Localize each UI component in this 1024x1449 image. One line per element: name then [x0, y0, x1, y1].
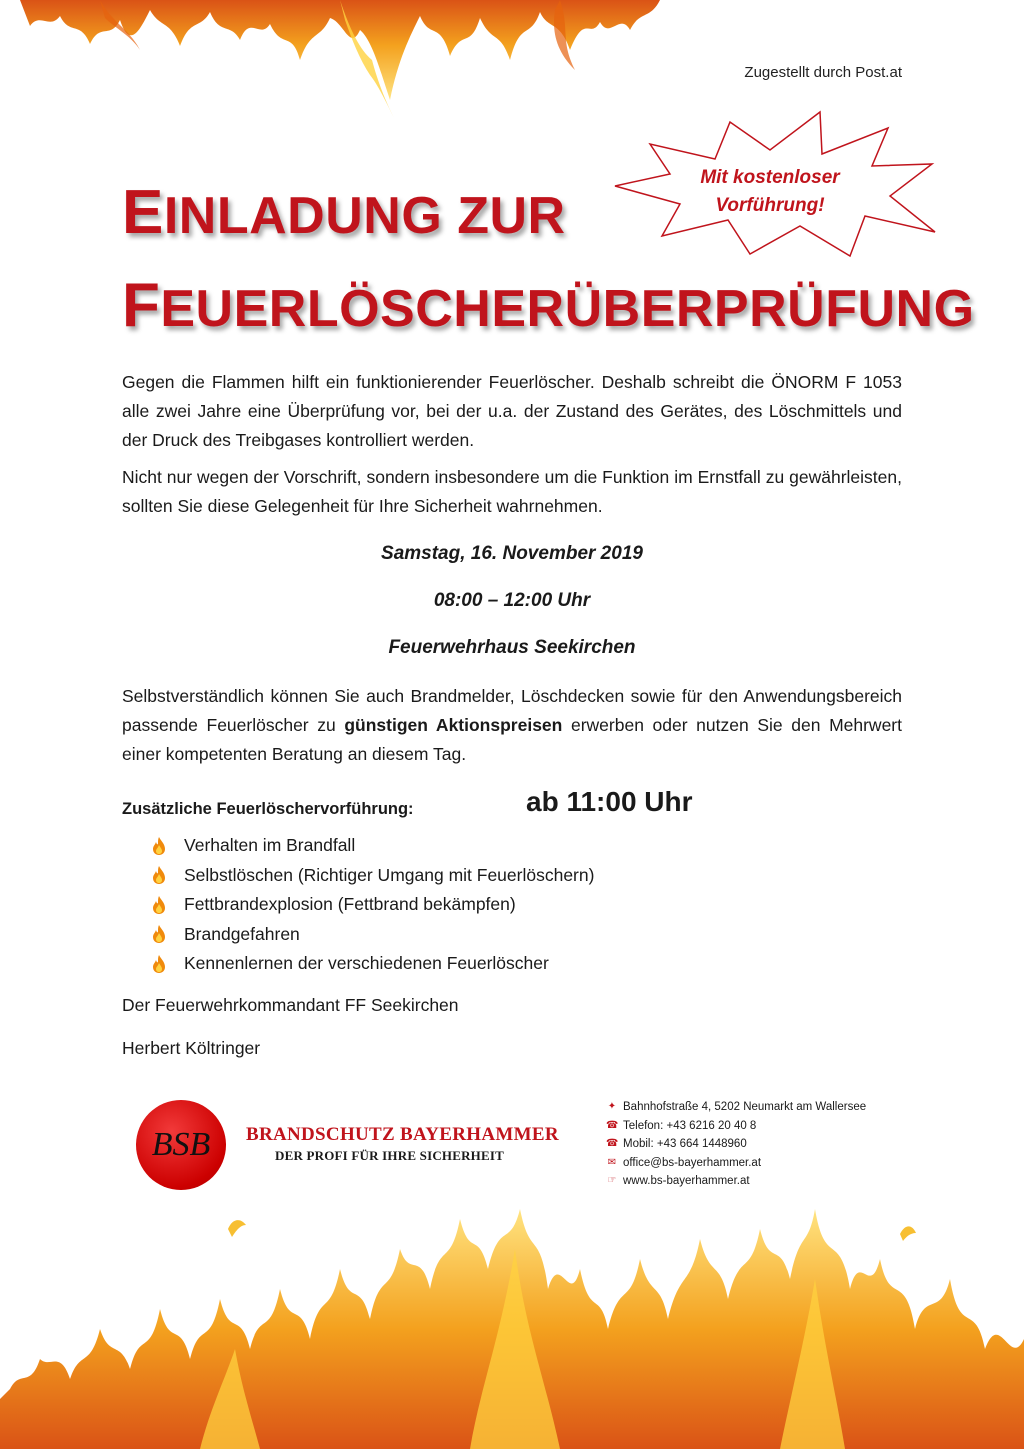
- offer-highlight: günstigen Aktionspreisen: [344, 715, 563, 735]
- event-date: Samstag, 16. November 2019: [381, 543, 643, 564]
- title-line2-rest: EUERLÖSCHERÜBERPRÜFUNG: [160, 280, 975, 338]
- mail-icon: ✉: [607, 1156, 617, 1168]
- flames-bottom-decoration: [0, 1189, 1024, 1449]
- logo-text: BSB: [151, 1126, 211, 1163]
- contact-address: ✦ Bahnhofstraße 4, 5202 Neumarkt am Wallersee: [607, 1101, 867, 1113]
- title-line2-initial: F: [122, 271, 161, 340]
- demo-time: ab 11:00 Uhr: [526, 786, 693, 817]
- contact-email[interactable]: ✉ office@bs-bayerhammer.at: [607, 1156, 762, 1169]
- flame-icon: [152, 837, 166, 855]
- location-pin-icon: ✦: [607, 1101, 617, 1113]
- contact-block: [606, 1098, 866, 1191]
- event-time: 08:00 – 12:00 Uhr: [433, 590, 591, 611]
- list-item: [152, 949, 902, 979]
- main-content: [122, 368, 902, 1063]
- company-name: BRANDSCHUTZ BAYERHAMMER: [246, 1124, 559, 1145]
- list-item: [152, 920, 902, 950]
- starburst-line1: Mit kostenloser: [700, 167, 840, 188]
- flame-icon: [152, 955, 166, 973]
- title-line1-initial: E: [122, 178, 164, 247]
- demo-label: Zusätzliche Feuerlöschervorführung:: [122, 800, 414, 818]
- demo-list: [152, 831, 902, 979]
- phone-icon: ☎: [606, 1119, 619, 1131]
- list-item: [152, 861, 902, 891]
- flame-icon: [152, 925, 166, 943]
- list-item-text: Kennenlernen der verschiedenen Feuerlöscher: [184, 953, 549, 974]
- offer-text-before: Selbstverständlich können Sie auch Brandmelder, Löschdecken sowie für den Anwendungsbereich passende Feuerlöscher zu: [122, 686, 902, 735]
- intro-paragraph-2: Nicht nur wegen der Vorschrift, sondern insbesondere um die Funktion im Ernstfall zu gewährleisten, sollten Sie diese Gelegenheit für Ihre Sicherheit wahrnehmen.: [122, 467, 902, 516]
- starburst-text: [600, 164, 940, 220]
- list-item-text: Verhalten im Brandfall: [184, 835, 356, 856]
- list-item: [152, 831, 902, 861]
- starburst-line2: Vorführung!: [715, 195, 825, 216]
- flame-icon: [152, 896, 166, 914]
- contact-web[interactable]: ☞ www.bs-bayerhammer.at: [607, 1175, 750, 1187]
- flame-icon: [152, 866, 166, 884]
- list-item-text: Selbstlöschen (Richtiger Umgang mit Feuerlöschern): [184, 864, 595, 885]
- intro-paragraph-1: Gegen die Flammen hilft ein funktionierender Feuerlöscher. Deshalb schreibt die ÖNORM F 1053 alle zwei Jahre eine Überprüfung vor, bei der u.a. der Zustand des Gerätes, des Löschmittels und der Druck des Treibgases kontrolliert werden.: [122, 372, 902, 450]
- event-location: Feuerwehrhaus Seekirchen: [388, 637, 636, 658]
- delivery-note: Zugestellt durch Post.at: [744, 64, 902, 81]
- pointer-icon: ☞: [607, 1175, 617, 1187]
- contact-phone: ☎ Telefon: +43 6216 20 40 8: [606, 1119, 757, 1132]
- list-item: [152, 890, 902, 920]
- company-logo: [136, 1100, 226, 1190]
- contact-mobile: ☎ Mobil: +43 664 1448960: [606, 1138, 747, 1150]
- signature-role: Der Feuerwehrkommandant FF Seekirchen: [122, 994, 459, 1015]
- phone-icon: ☎: [606, 1138, 619, 1150]
- signature-name: Herbert Költringer: [122, 1037, 261, 1058]
- list-item-text: Fettbrandexplosion (Fettbrand bekämpfen): [184, 894, 516, 915]
- offer-text-after: erwerben oder nutzen Sie den Mehrwert einer kompetenten Beratung an diesem Tag.: [122, 715, 902, 764]
- list-item-text: Brandgefahren: [184, 923, 300, 944]
- demo-header: [122, 787, 902, 827]
- company-slogan: DER PROFI FÜR IHRE SICHERHEIT: [275, 1148, 504, 1163]
- title-line1-rest: INLADUNG ZUR: [163, 187, 566, 245]
- offer-paragraph: [122, 682, 902, 769]
